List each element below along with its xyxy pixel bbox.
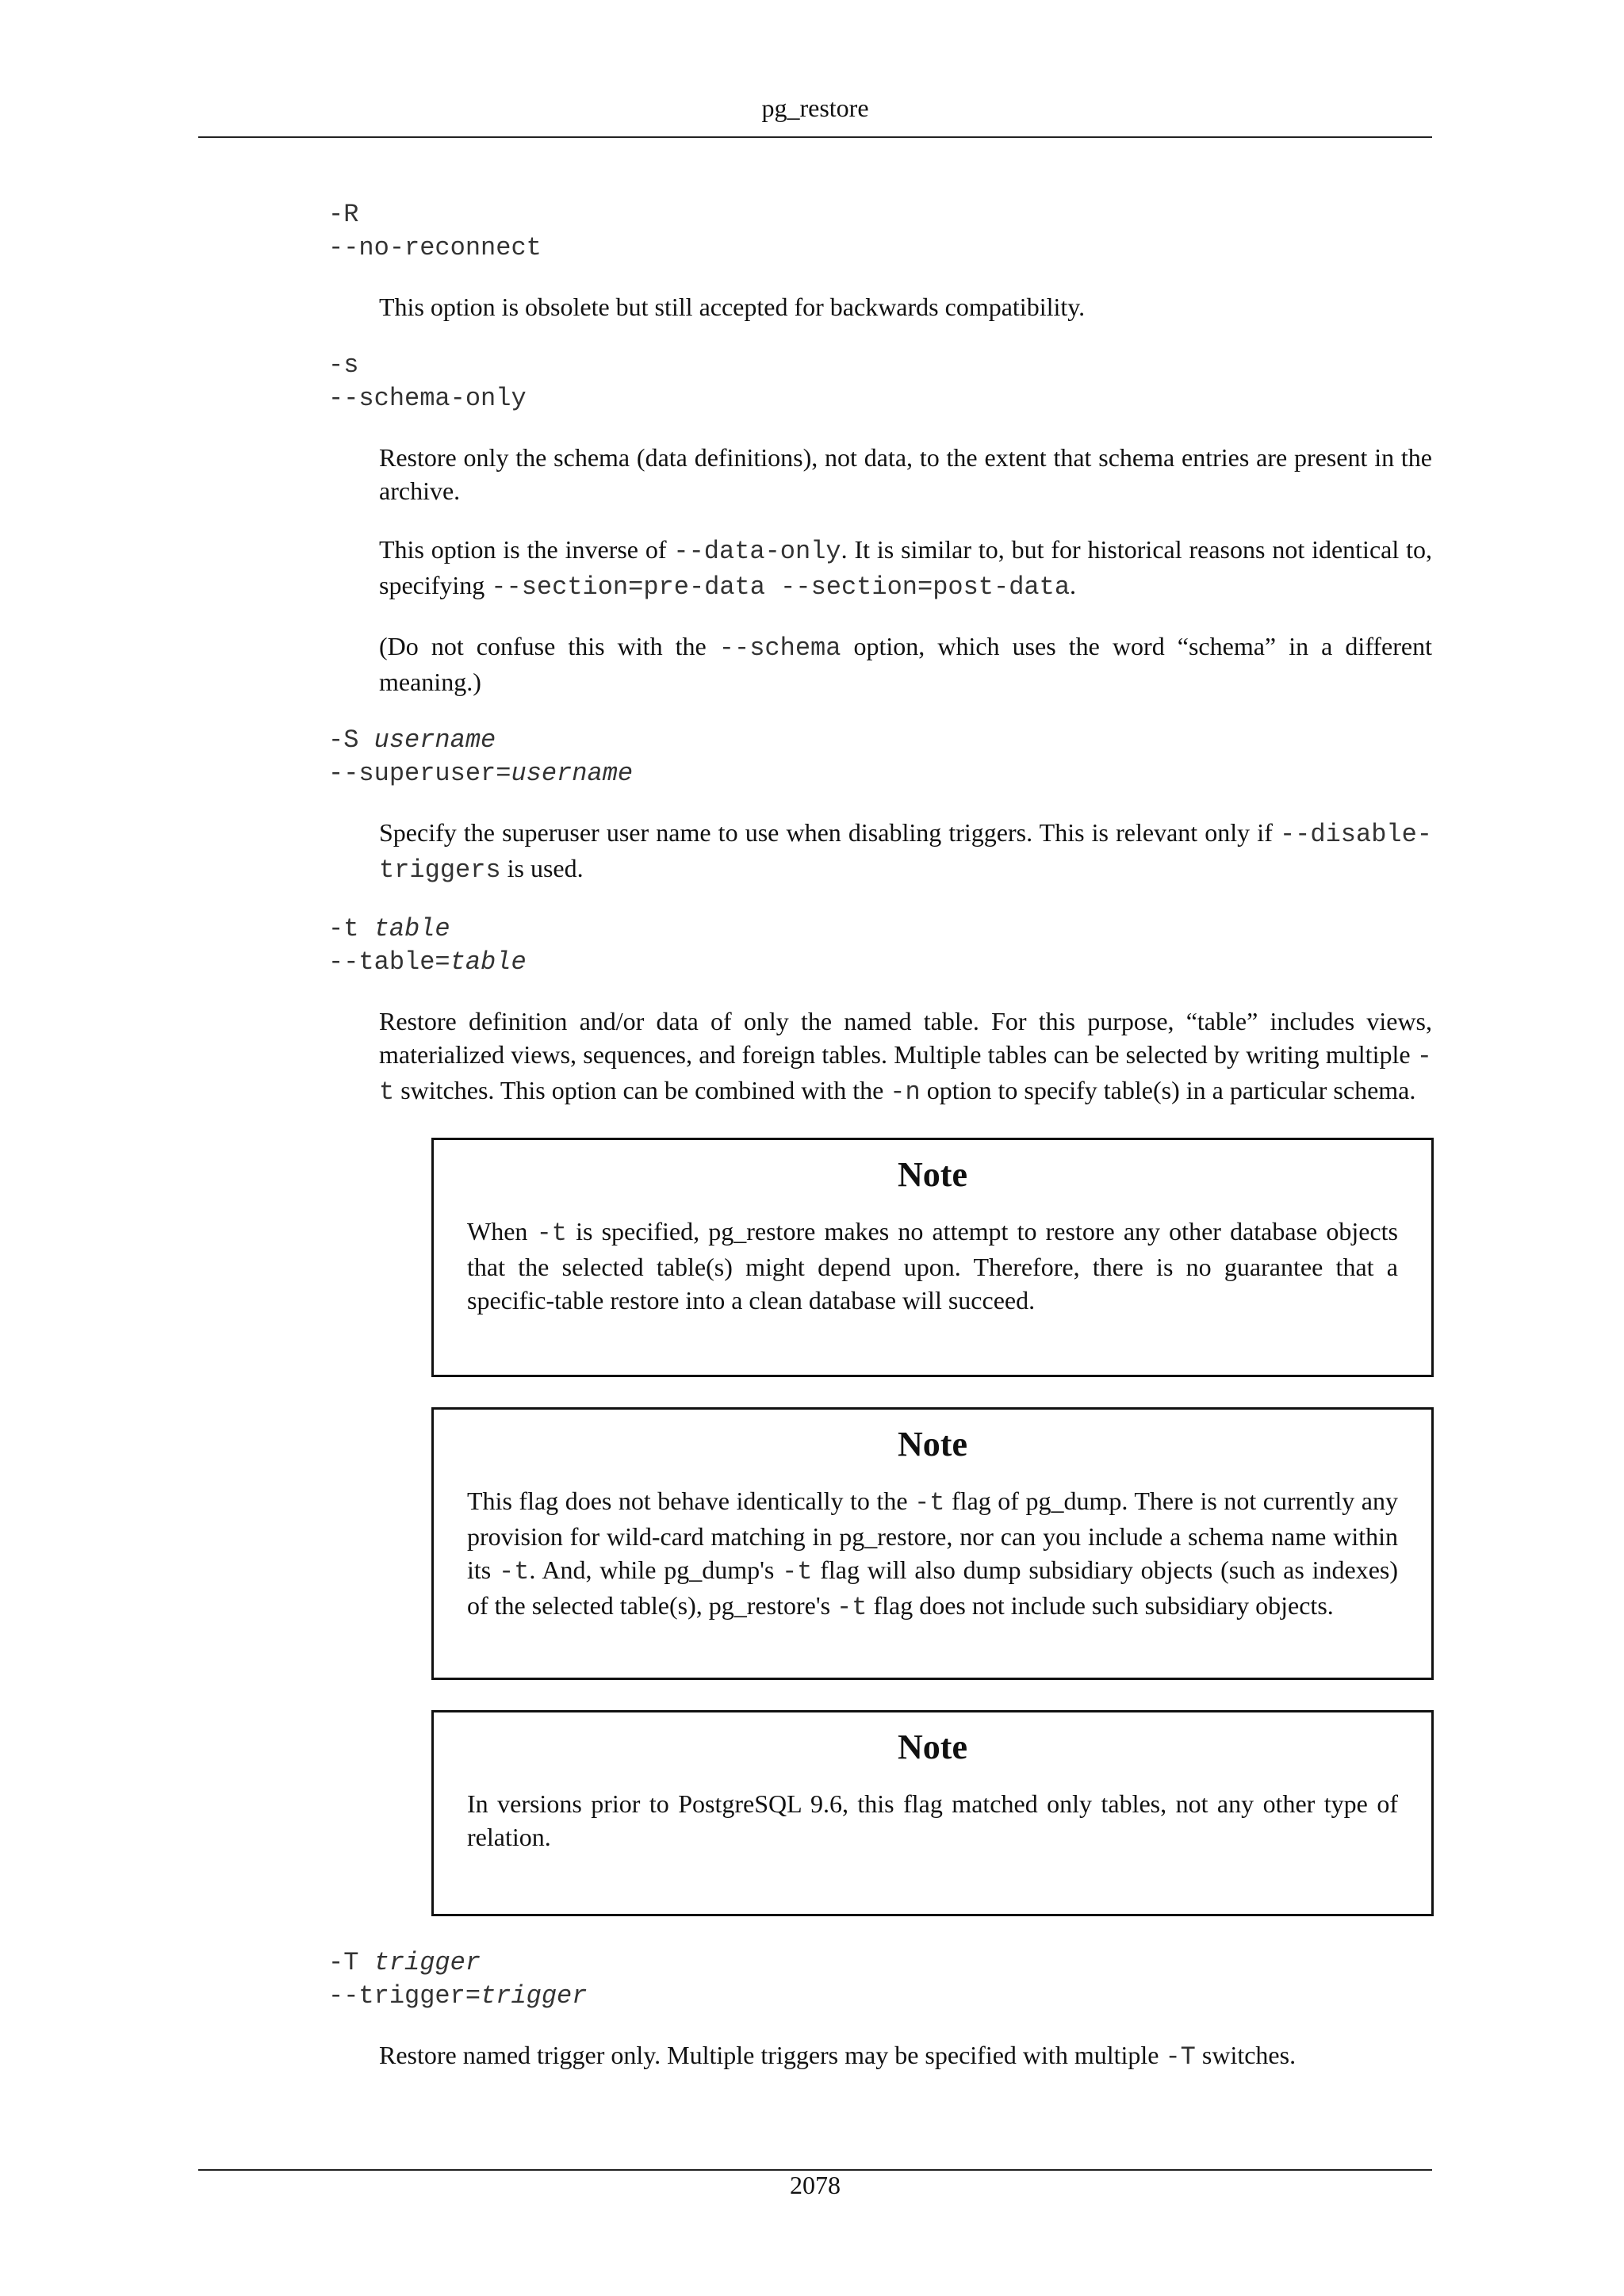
option-argument: username (511, 759, 634, 788)
option-flag: --table= (328, 947, 450, 977)
text: This option is the inverse of (379, 535, 674, 564)
text: flag of pg_dump. There is not currently any provision for wild-card matching in pg_restore, nor can you include a schema name within its (467, 1487, 1399, 1584)
option-entry-schema-only (328, 349, 1432, 698)
page-number: 2078 (790, 2171, 841, 2199)
option-description (379, 1004, 1432, 1916)
inline-code: -n (890, 1077, 921, 1107)
option-entry-trigger (328, 1946, 1432, 2074)
paragraph (379, 533, 1432, 604)
option-long (328, 946, 1432, 979)
inline-code: -t (379, 1042, 1432, 1107)
paragraph (379, 629, 1432, 698)
option-short (328, 1946, 1432, 1980)
note-box (431, 1138, 1434, 1377)
option-entry-no-reconnect (328, 198, 1432, 323)
option-short (328, 724, 1432, 757)
option-description (379, 441, 1432, 698)
paragraph: This option is obsolete but still accepted for backwards compatibility. (379, 293, 1086, 321)
paragraph (379, 816, 1432, 887)
note-text (467, 1484, 1398, 1624)
option-argument: table (450, 947, 527, 977)
option-entry-table (328, 913, 1432, 1916)
paragraph (379, 1004, 1432, 1109)
option-flag: -S (328, 725, 359, 755)
note-box (431, 1710, 1434, 1916)
inline-code: --data-only (673, 537, 841, 566)
note-title: Note (898, 1728, 967, 1766)
text: . And, while pg_dump's (529, 1556, 783, 1584)
text: flag does not include such subsidiary objects. (867, 1591, 1334, 1620)
text: . It is similar to, but for historical reasons not identical to, specifying (379, 535, 1433, 599)
text: Restore named trigger only. Multiple triggers may be specified with multiple (379, 2041, 1166, 2069)
option-long: --schema-only (328, 384, 527, 413)
option-description (379, 290, 1432, 323)
inline-code: --schema (718, 633, 841, 663)
page-content (328, 198, 1432, 2099)
inline-code: -T (1165, 2042, 1196, 2072)
inline-code: -t (837, 1593, 868, 1622)
text: (Do not confuse this with the (379, 632, 719, 660)
text: switches. (1195, 2041, 1297, 2069)
inline-code: -t (499, 1557, 530, 1586)
option-entry-superuser (328, 724, 1432, 887)
text: is used. (500, 854, 584, 882)
text: . (1070, 571, 1077, 599)
option-flag: -t (328, 914, 359, 943)
option-argument: trigger (373, 1948, 481, 1977)
text: flag will also dump subsidiary objects (such as indexes) of the selected table(s), pg_restore's (467, 1556, 1399, 1620)
option-short: -s (328, 350, 359, 380)
paragraph (379, 2038, 1432, 2074)
header-rule (198, 136, 1432, 138)
note-box (431, 1407, 1434, 1680)
text: Specify the superuser user name to use when disabling triggers. This is relevant only if (379, 818, 1280, 847)
option-short: -R (328, 200, 359, 229)
option-argument: trigger (481, 1981, 588, 2011)
option-short (328, 913, 1432, 946)
text: is specified, pg_restore makes no attempt to restore any other database objects that the selected table(s) might depend upon. Therefore, there is no guarantee that a specific-table restore into a clean database will succeed. (467, 1217, 1399, 1314)
inline-code: --section=pre-data --section=post-data (491, 572, 1071, 602)
text: option, which uses the word “schema” in a different meaning.) (379, 632, 1433, 696)
inline-code: -t (782, 1557, 813, 1586)
option-description (379, 2038, 1432, 2074)
note-text: In versions prior to PostgreSQL 9.6, this flag matched only tables, not any other type of relation. (467, 1789, 1398, 1851)
note-text (467, 1215, 1398, 1317)
inline-code: -t (536, 1219, 567, 1248)
option-argument: username (373, 725, 496, 755)
option-argument: table (373, 914, 450, 943)
text: switches. This option can be combined with the (394, 1076, 891, 1104)
option-long (328, 1980, 1432, 2013)
option-long: --no-reconnect (328, 233, 542, 262)
text: When (467, 1217, 537, 1246)
paragraph: Restore only the schema (data definitions), not data, to the extent that schema entries are present in the archive. (379, 443, 1432, 505)
option-flag: --trigger= (328, 1981, 481, 2011)
text: Restore definition and/or data of only the named table. For this purpose, “table” includes views, materialized views, sequences, and foreign tables. Multiple tables can be selected by writing multiple (379, 1007, 1432, 1069)
inline-code: --disable-triggers (379, 820, 1432, 885)
option-flag: --superuser= (328, 759, 511, 788)
note-title: Note (898, 1425, 967, 1464)
text: option to specify table(s) in a particular schema. (920, 1076, 1416, 1104)
text: This flag does not behave identically to the (467, 1487, 915, 1515)
inline-code: -t (914, 1488, 945, 1517)
option-long (328, 757, 1432, 790)
running-header: pg_restore (761, 94, 869, 122)
option-flag: -T (328, 1948, 359, 1977)
note-title: Note (898, 1155, 967, 1194)
option-description (379, 816, 1432, 887)
